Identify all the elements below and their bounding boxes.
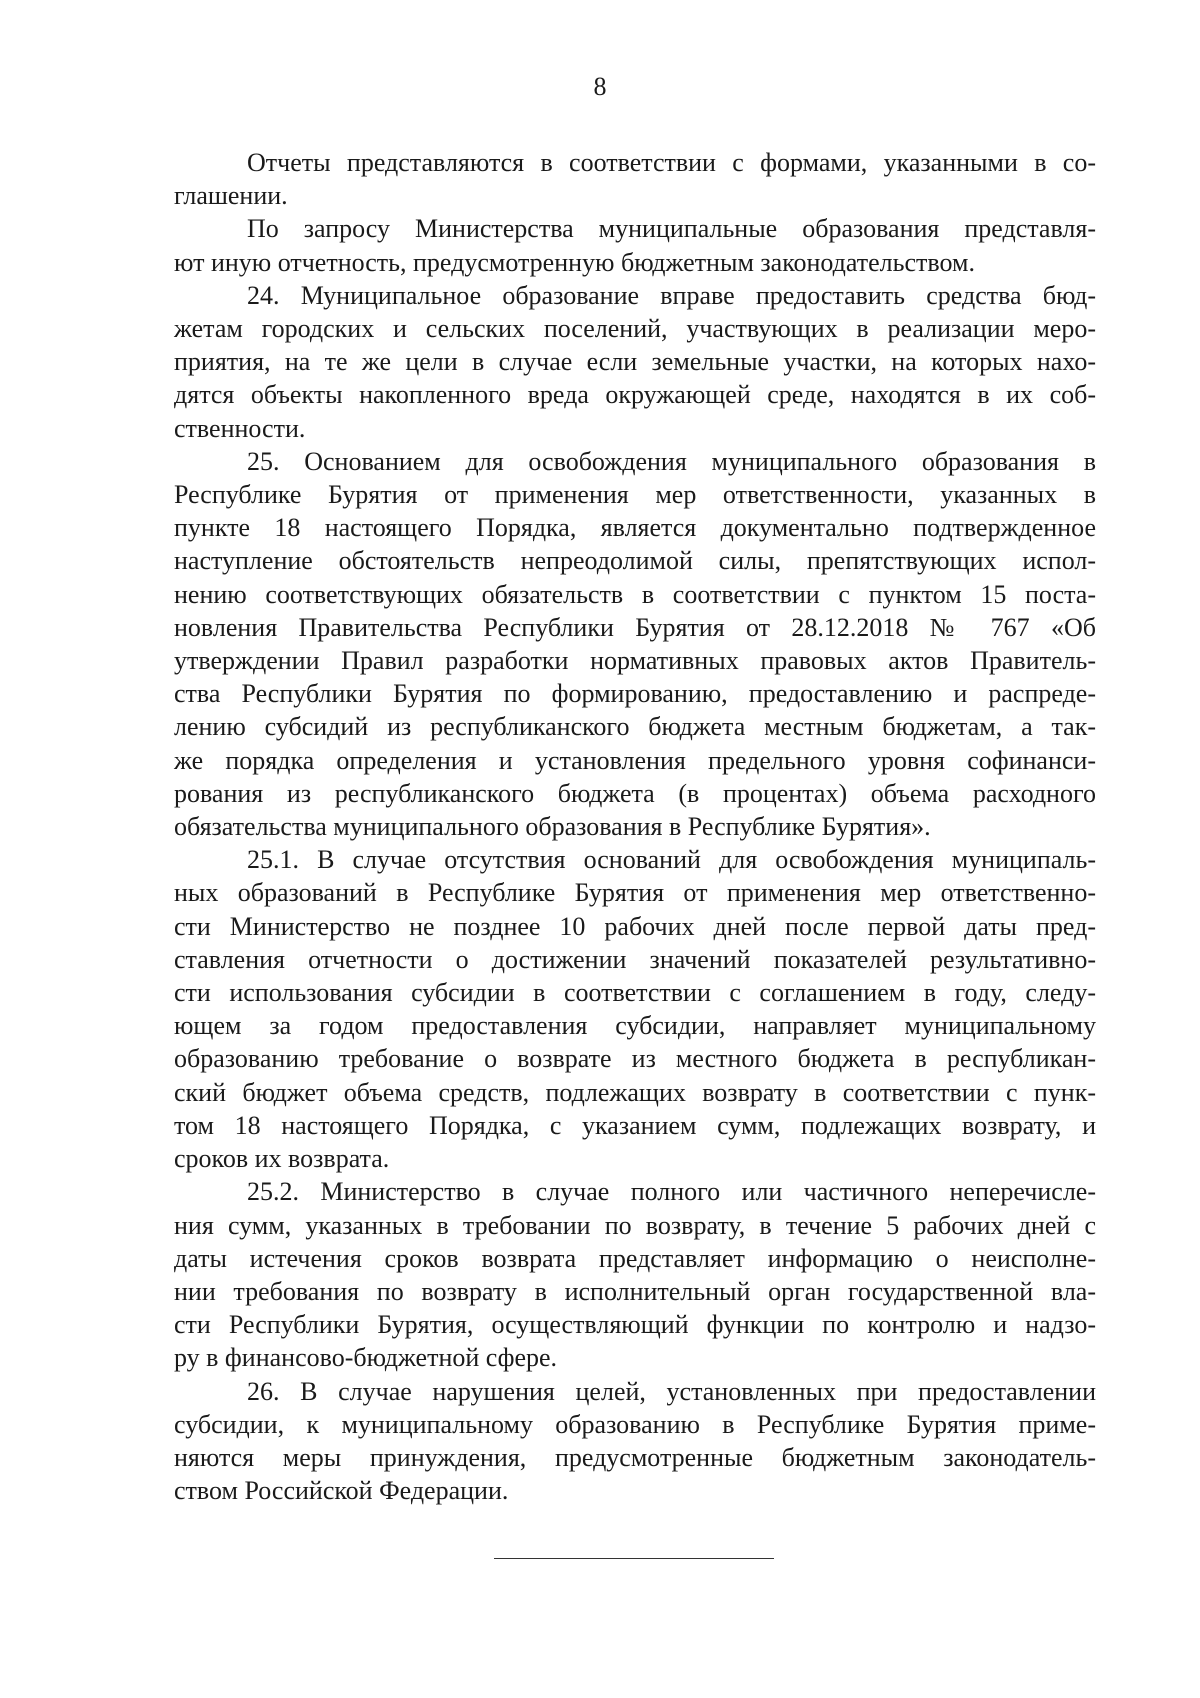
text-line: ют иную отчетность, предусмотренную бюджетным законодательством. <box>174 247 975 277</box>
text-line: ру в финансово-бюджетной сфере. <box>174 1343 558 1373</box>
text-line: новления Правительства Республики Бурятия от 28.12.2018 № 767 «Об <box>174 612 1096 642</box>
text-line: ством Российской Федерации. <box>174 1476 509 1506</box>
paragraph-ministry-request <box>174 212 1096 278</box>
text-line: ющем за годом предоставления субсидии, направляет муниципальному <box>174 1011 1096 1041</box>
text-line: лению субсидий из республиканского бюджета местным бюджетам, а так- <box>174 712 1096 742</box>
text-line: нии требования по возврату в исполнительный орган государственной вла- <box>174 1276 1096 1306</box>
text-line: обязательства муниципального образования в Республике Бурятия». <box>174 812 931 842</box>
text-line: По запросу Министерства муниципальные образования представля- <box>247 214 1096 244</box>
text-line: сти использования субсидии в соответствии с соглашением в году, следу- <box>174 978 1096 1008</box>
end-of-document-rule <box>494 1558 774 1559</box>
text-line: ственности. <box>174 413 306 443</box>
text-line: няются меры принуждения, предусмотренные бюджетным законодатель- <box>174 1442 1096 1472</box>
text-line: 24. Муниципальное образование вправе предоставить средства бюд- <box>247 280 1096 310</box>
text-line: Отчеты представляются в соответствии с формами, указанными в со- <box>247 148 1096 177</box>
paragraph-item-25-1 <box>174 843 1096 1175</box>
text-line: пункте 18 настоящего Порядка, является документально подтвержденное <box>174 513 1096 543</box>
text-line: ства Республики Бурятия по формированию, предоставлению и распреде- <box>174 679 1096 709</box>
text-line: утверждении Правил разработки нормативных правовых актов Правитель- <box>174 646 1096 676</box>
text-line: наступление обстоятельств непреодолимой силы, препятствующих испол- <box>174 546 1096 576</box>
text-line: нению соответствующих обязательств в соответствии с пунктом 15 поста- <box>174 579 1096 609</box>
text-line: глашении. <box>174 181 288 211</box>
text-line: ния сумм, указанных в требовании по возврату, в течение 5 рабочих дней с <box>174 1210 1096 1240</box>
text-line: 25.2. Министерство в случае полного или частичного неперечисле- <box>247 1177 1096 1207</box>
text-line: ставления отчетности о достижении значений показателей результативно- <box>174 944 1096 974</box>
text-line: 25. Основанием для освобождения муниципального образования в <box>247 446 1096 476</box>
text-line: образованию требование о возврате из местного бюджета в республикан- <box>174 1044 1096 1074</box>
text-line: жетам городских и сельских поселений, участвующих в реализации меро- <box>174 314 1096 344</box>
text-line: приятия, на те же цели в случае если земельные участки, на которых нахо- <box>174 347 1096 377</box>
text-line: Республике Бурятия от применения мер ответственности, указанных в <box>174 480 1096 510</box>
text-line: ных образований в Республике Бурятия от применения мер ответственно- <box>174 878 1096 908</box>
paragraph-item-25-2 <box>174 1175 1096 1374</box>
text-line: том 18 настоящего Порядка, с указанием сумм, подлежащих возврату, и <box>174 1110 1096 1140</box>
text-line: дятся объекты накопленного вреда окружающей среде, находятся в их соб- <box>174 380 1096 410</box>
text-line: ский бюджет объема средств, подлежащих возврату в соответствии с пунк- <box>174 1077 1096 1107</box>
page-number: 8 <box>593 72 607 101</box>
paragraph-reports-forms <box>174 146 1096 212</box>
text-line: субсидии, к муниципальному образованию в Республике Бурятия приме- <box>174 1409 1096 1439</box>
text-line: рования из республиканского бюджета (в процентах) объема расходного <box>174 778 1096 808</box>
text-line: 25.1. В случае отсутствия оснований для освобождения муниципаль- <box>247 845 1096 875</box>
paragraph-item-25 <box>174 445 1096 843</box>
text-line: сти Министерство не позднее 10 рабочих дней после первой даты пред- <box>174 911 1096 941</box>
text-line: даты истечения сроков возврата представляет информацию о неисполне- <box>174 1243 1096 1273</box>
paragraph-item-24 <box>174 279 1096 445</box>
text-line: же порядка определения и установления предельного уровня софинанси- <box>174 745 1096 775</box>
text-line: 26. В случае нарушения целей, установленных при предоставлении <box>247 1376 1096 1406</box>
text-line: сти Республики Бурятия, осуществляющий функции по контролю и надзо- <box>174 1310 1096 1340</box>
text-line: сроков их возврата. <box>174 1144 390 1174</box>
paragraph-item-26 <box>174 1375 1096 1508</box>
document-body <box>174 146 1096 1507</box>
